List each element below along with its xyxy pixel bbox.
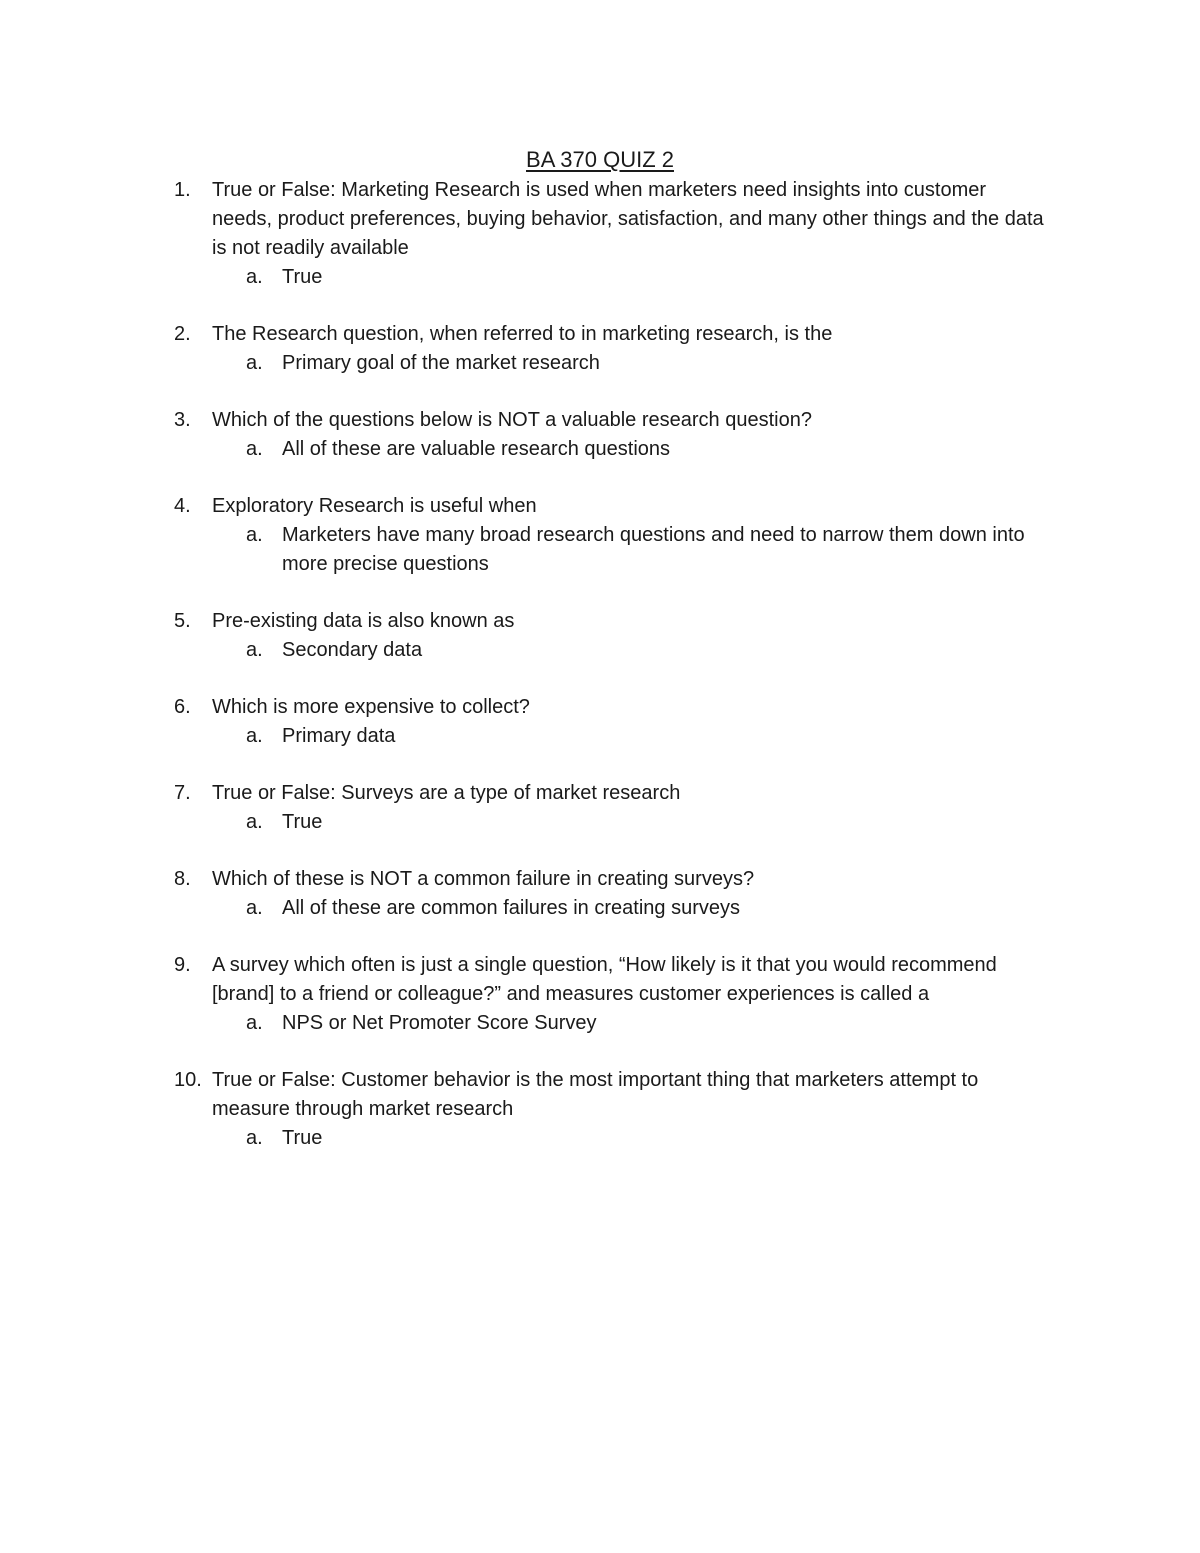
answer-text: True [282,1127,323,1149]
answer-text: All of these are valuable research questions [282,438,671,460]
answer-item [212,808,1054,837]
answer-letter: a. [246,352,263,374]
question-text: True or False: Marketing Research is used when marketers need insights into customer needs, product preferences, buying behavior, satisfaction, and many other things and the data is not readily available [212,179,1044,259]
answer-item [212,349,1054,378]
answer-text: Primary data [282,725,396,747]
answer-letter: a. [246,266,263,288]
question-text: Which of the questions below is NOT a valuable research question? [212,409,812,431]
answer-item [212,1009,1054,1038]
question-number: 4. [174,495,191,517]
question-number: 8. [174,868,191,890]
question-item [174,951,1054,1038]
answer-item [212,435,1054,464]
answer-letter: a. [246,524,263,546]
question-number: 9. [174,954,191,976]
question-text: The Research question, when referred to in marketing research, is the [212,323,833,345]
answer-item [212,894,1054,923]
answer-item [212,521,1054,579]
answer-text: Primary goal of the market research [282,352,600,374]
question-item [174,779,1054,837]
answer-letter: a. [246,438,263,460]
question-item [174,176,1054,292]
question-text: True or False: Surveys are a type of market research [212,782,681,804]
answer-letter: a. [246,811,263,833]
answer-item [212,1124,1054,1153]
question-text: A survey which often is just a single question, “How likely is it that you would recommend [brand] to a friend or colleague?” and measures customer experiences is called a [212,954,997,1005]
question-number: 1. [174,179,191,201]
question-number: 2. [174,323,191,345]
question-item [174,693,1054,751]
question-text: Which is more expensive to collect? [212,696,530,718]
answer-letter: a. [246,1127,263,1149]
answer-text: True [282,811,323,833]
answer-item [212,263,1054,292]
answer-text: All of these are common failures in creating surveys [282,897,740,919]
answer-text: NPS or Net Promoter Score Survey [282,1012,597,1034]
question-number: 10. [174,1069,202,1091]
question-item [174,406,1054,464]
question-text: Which of these is NOT a common failure in creating surveys? [212,868,755,890]
question-number: 5. [174,610,191,632]
answer-item [212,722,1054,751]
question-item [174,320,1054,378]
page-title: BA 370 QUIZ 2 [526,147,674,172]
answer-item [212,636,1054,665]
answer-text: Marketers have many broad research questions and need to narrow them down into more precise questions [282,524,1025,575]
question-item [174,607,1054,665]
answer-text: Secondary data [282,639,423,661]
question-number: 6. [174,696,191,718]
question-item [174,492,1054,579]
question-item [174,865,1054,923]
answer-letter: a. [246,897,263,919]
answer-letter: a. [246,725,263,747]
answer-letter: a. [246,1012,263,1034]
question-text: Pre-existing data is also known as [212,610,515,632]
question-item [174,1066,1054,1153]
question-number: 7. [174,782,191,804]
answer-letter: a. [246,639,263,661]
question-number: 3. [174,409,191,431]
question-list [174,176,1054,1181]
question-text: True or False: Customer behavior is the most important thing that marketers attempt to measure through market research [212,1069,979,1120]
question-text: Exploratory Research is useful when [212,495,537,517]
answer-text: True [282,266,323,288]
